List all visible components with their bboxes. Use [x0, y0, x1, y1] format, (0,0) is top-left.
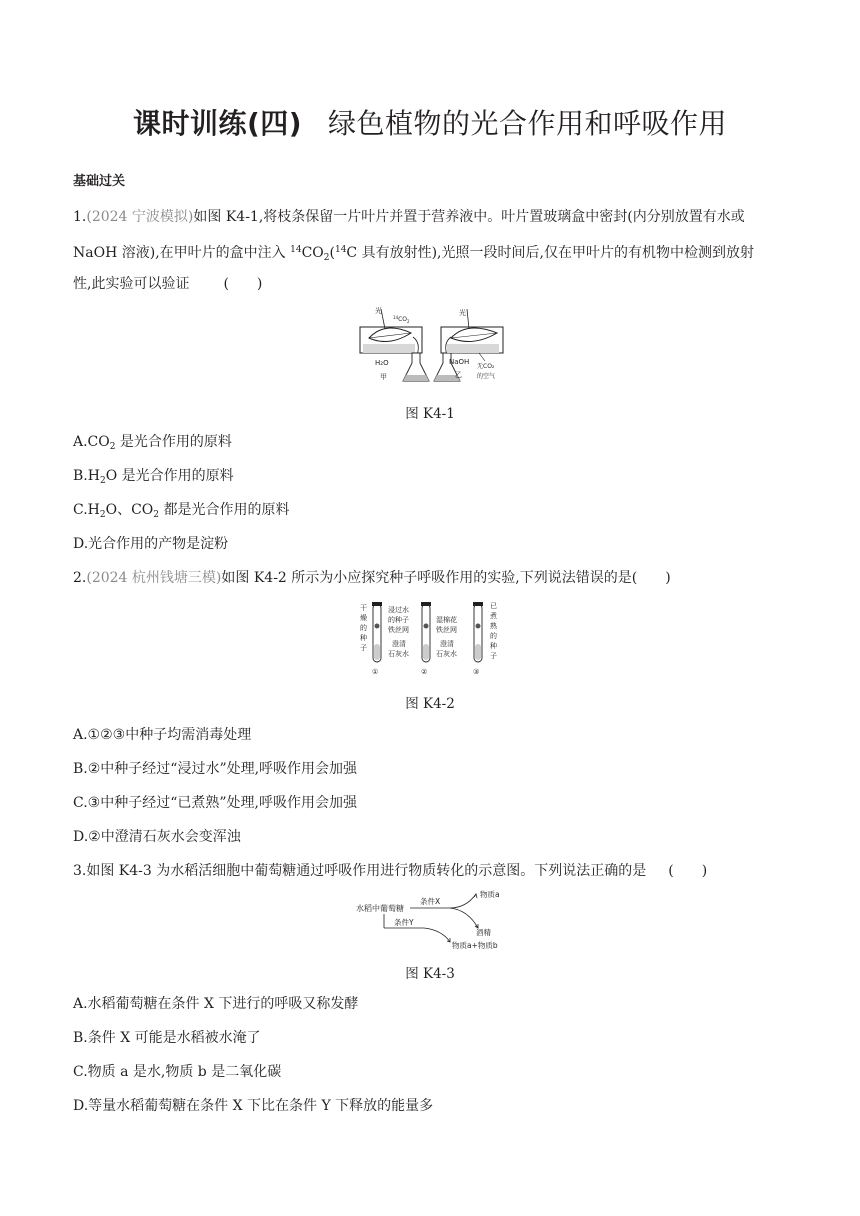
jia-label: 甲 [380, 373, 387, 381]
svg-text:干: 干 [360, 604, 367, 612]
tube-1-number: ① [372, 668, 379, 676]
q1-source: (2024 宁波模拟) [86, 209, 194, 225]
svg-text:澄清: 澄清 [440, 640, 454, 648]
q1-option-d: D.光合作用的产物是淀粉 [73, 536, 229, 552]
q1-answer-blank: ( ) [223, 276, 263, 292]
section-heading: 基础过关 [73, 174, 126, 189]
svg-text:种: 种 [490, 642, 497, 650]
q3-option-d: D.等量水稻葡萄糖在条件 X 下比在条件 Y 下释放的能量多 [73, 1098, 434, 1114]
svg-text:已: 已 [490, 602, 497, 610]
cond-x-label: 条件X [420, 897, 441, 906]
q1-line-3: 性,此实验可以验证 ( ) [73, 276, 263, 292]
caption-k4-2: 图 K4-2 [405, 696, 455, 712]
h2o-label: H₂O [375, 359, 389, 367]
q2-option-c: C.③中种子经过“已煮熟”处理,呼吸作用会加强 [73, 795, 357, 811]
cond-y-label: 条件Y [394, 918, 414, 927]
naoh-label: NaOH [449, 358, 470, 366]
q3-answer-blank: ( ) [668, 863, 708, 879]
svg-text:熟: 熟 [490, 622, 497, 630]
svg-text:子: 子 [360, 644, 367, 652]
q3-option-c: C.物质 a 是水,物质 b 是二氧化碳 [73, 1064, 282, 1080]
svg-text:浸过水: 浸过水 [388, 606, 409, 614]
svg-text:煮: 煮 [490, 612, 497, 620]
title-topic: 绿色植物的光合作用和呼吸作用 [328, 107, 728, 140]
tube-2-number: ② [421, 668, 428, 676]
light-right-label: 光 [459, 309, 466, 317]
q1-option-b: $B.H_2O$ 是光合作用的原料 [73, 468, 234, 486]
svg-text:湿棉花: 湿棉花 [436, 616, 457, 624]
svg-text:种: 种 [360, 634, 367, 642]
naoh-yi [447, 344, 499, 353]
svg-text:铁丝网: 铁丝网 [436, 626, 457, 634]
tube-3-number: ③ [473, 668, 480, 676]
svg-text:石灰水: 石灰水 [388, 650, 409, 658]
light-left-label: 光 [375, 307, 382, 315]
q2-stem: 2.(2024 杭州钱塘三模)如图 K4-2 所示为小应探究种子呼吸作用的实验,下列说法错误的是( ) [73, 570, 671, 586]
alcohol-label: 酒精 [476, 928, 491, 937]
leaf-yi-icon [451, 328, 497, 341]
svg-text:石灰水: 石灰水 [436, 650, 457, 658]
no-co2-label-1: 无CO₂ [477, 363, 495, 370]
svg-text:铁丝网: 铁丝网 [388, 626, 409, 634]
water-jia [363, 344, 415, 353]
svg-text:子: 子 [490, 652, 497, 660]
yi-label: 乙 [455, 371, 462, 379]
title-lesson: 课时训练(四) [132, 107, 303, 140]
svg-text:的: 的 [360, 624, 367, 632]
svg-text:的种子: 的种子 [388, 616, 409, 624]
q1-line-2: NaOH 溶液),在甲叶片的盒中注入 $^{14}CO_2(^{14}C$ 具有放射性),光照一段时间后,仅在甲叶片的有机物中检测到放射 [73, 245, 754, 263]
glucose-label: 水稻中葡萄糖 [356, 904, 404, 913]
q3-stem: 3.如图 K4-3 为水稻活细胞中葡萄糖通过呼吸作用进行物质转化的示意图。下列说法正确的是 ( ) [73, 863, 708, 879]
caption-k4-1: 图 K4-1 [405, 406, 455, 422]
q2-option-b: B.②中种子经过“浸过水”处理,呼吸作用会加强 [73, 761, 358, 777]
q2-option-a: A.①②③中种子均需消毒处理 [73, 727, 252, 743]
q1-option-c: $C.H_2O$、$CO_2$ 都是光合作用的原料 [73, 502, 290, 520]
caption-k4-3: 图 K4-3 [405, 966, 455, 982]
q1-line-1: 1.(2024 宁波模拟)如图 K4-1,将枝条保留一片叶片并置于营养液中。叶片置玻璃盒中密封(内分别放置有水或 [73, 209, 745, 225]
q3-option-a: A.水稻葡萄糖在条件 X 下进行的呼吸又称发酵 [73, 996, 359, 1012]
page-title [0, 102, 860, 142]
svg-text:澄清: 澄清 [392, 640, 406, 648]
q3-option-b: B.条件 X 可能是水稻被水淹了 [73, 1030, 261, 1046]
q2-option-d: D.②中澄清石灰水会变浑浊 [73, 829, 241, 845]
figure-k4-1 [355, 305, 515, 387]
figure-k4-3 [354, 884, 514, 952]
leaf-jia-icon [369, 328, 411, 341]
substance-ab-label: 物质a+物质b [452, 941, 498, 950]
svg-text:的: 的 [490, 632, 497, 640]
q2-source: (2024 杭州钱塘三模) [86, 570, 222, 586]
figure-k4-2 [358, 600, 508, 680]
co2-label: $^{14}CO_2$ [393, 315, 410, 324]
substance-a-label: 物质a [480, 890, 500, 899]
no-co2-label-2: 的空气 [477, 373, 496, 380]
q1-option-a: $A.CO_2$ 是光合作用的原料 [73, 434, 232, 452]
svg-text:燥: 燥 [360, 614, 367, 622]
